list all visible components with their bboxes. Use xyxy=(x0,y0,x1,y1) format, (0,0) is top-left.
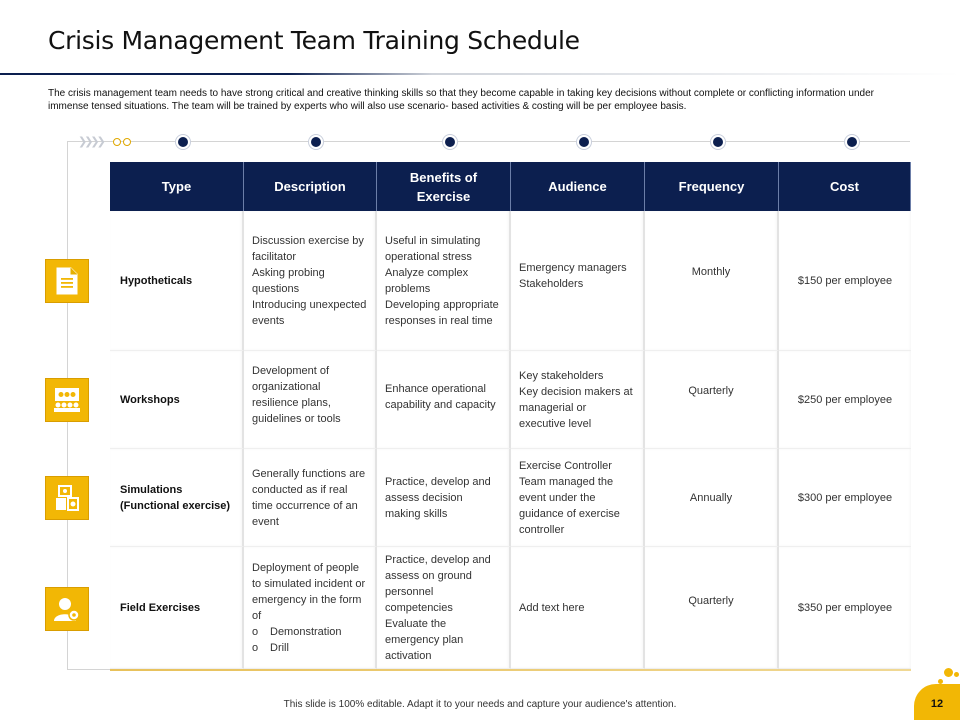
intro-text: The crisis management team needs to have strong critical and creative thinking skills so that they become capable in taking key decisions without complete or conflicting information under immense tensed situations. The team will be trained by experts who will also use scenario- based activities & costing will be per employee basis. xyxy=(48,88,874,112)
column-header-benefits: Benefits of Exercise xyxy=(377,162,511,211)
cell-description: Generally functions are conducted as if real time occurrence of an event xyxy=(244,449,377,547)
column-header-description: Description xyxy=(244,162,377,211)
meeting-icon xyxy=(45,378,89,422)
footer-note: This slide is 100% editable. Adapt it to your needs and capture your audience's attention. xyxy=(283,699,677,710)
timeline-dot-icon xyxy=(178,137,188,147)
cell-cost: $350 per employee xyxy=(779,547,911,669)
ring-marker-icon xyxy=(123,138,131,146)
title-divider xyxy=(0,73,960,75)
ring-marker-icon xyxy=(113,138,121,146)
page-number: 12 xyxy=(914,684,960,720)
timeline-dot-icon xyxy=(445,137,455,147)
simulation-icon xyxy=(45,476,89,520)
cell-type: Workshops xyxy=(110,351,244,449)
timeline-dot-icon xyxy=(579,137,589,147)
training-schedule-table xyxy=(110,162,911,669)
cell-frequency: Monthly xyxy=(645,211,779,351)
decor-dot-icon xyxy=(944,668,953,677)
cell-audience: Add text here xyxy=(511,547,645,669)
timeline-dot-icon xyxy=(847,137,857,147)
column-header-type: Type xyxy=(110,162,244,211)
column-header-frequency: Frequency xyxy=(645,162,779,211)
cell-description: Discussion exercise by facilitator Asking probing questions Introducing unexpected events xyxy=(244,211,377,351)
table-bottom-rule xyxy=(110,669,911,671)
cell-description: Development of organizational resilience plans, guidelines or tools xyxy=(244,351,377,449)
cell-audience: Key stakeholders Key decision makers at managerial or executive level xyxy=(511,351,645,449)
column-header-audience: Audience xyxy=(511,162,645,211)
bullet-item: o Demonstration xyxy=(252,624,367,640)
cell-frequency: Annually xyxy=(645,449,779,547)
slide-title: Crisis Management Team Training Schedule xyxy=(48,26,580,55)
cell-benefits: Useful in simulating operational stress Analyze complex problems Developing appropriate responses in real time xyxy=(377,211,511,351)
decor-dot-icon xyxy=(954,672,959,677)
chevrons-icon: ❯❯❯❯ xyxy=(78,135,103,148)
user-gear-icon xyxy=(45,587,89,631)
timeline-dot-icon xyxy=(311,137,321,147)
cell-benefits: Practice, develop and assess decision making skills xyxy=(377,449,511,547)
cell-audience: Emergency managers Stakeholders xyxy=(511,211,645,351)
document-icon xyxy=(45,259,89,303)
cell-cost: $250 per employee xyxy=(779,351,911,449)
cell-cost: $300 per employee xyxy=(779,449,911,547)
column-header-cost: Cost xyxy=(779,162,911,211)
cell-description: Deployment of people to simulated incident or emergency in the form of o Demonstration o Drill xyxy=(244,547,377,669)
cell-frequency: Quarterly xyxy=(645,547,779,669)
bullet-item: o Drill xyxy=(252,640,367,656)
cell-type: Field Exercises xyxy=(110,547,244,669)
cell-type: Hypotheticals xyxy=(110,211,244,351)
timeline-dot-icon xyxy=(713,137,723,147)
cell-frequency: Quarterly xyxy=(645,351,779,449)
cell-benefits: Enhance operational capability and capacity xyxy=(377,351,511,449)
cell-audience: Exercise Controller Team managed the event under the guidance of exercise controller xyxy=(511,449,645,547)
cell-type: Simulations (Functional exercise) xyxy=(110,449,244,547)
timeline-line xyxy=(68,141,910,142)
cell-cost: $150 per employee xyxy=(779,211,911,351)
cell-benefits: Practice, develop and assess on ground personnel competencies Evaluate the emergency plan activation xyxy=(377,547,511,669)
timeline-bottom-line xyxy=(67,669,111,670)
